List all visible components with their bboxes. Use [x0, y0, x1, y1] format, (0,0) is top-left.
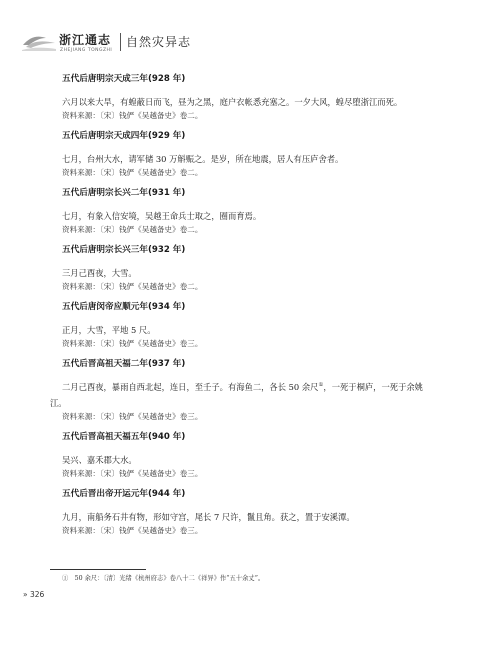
entry-heading: 五代后唐闵帝应顺元年(934 年) [62, 302, 186, 312]
entry-heading: 五代后唐明宗长兴三年(932 年) [62, 245, 186, 255]
entry-body [50, 379, 432, 411]
footnote: ① 50 余尺：〔清〕光绪《杭州府志》卷八十二《祥异》作“五十余丈”。 [62, 575, 265, 582]
entry-heading: 五代后唐明宗天成三年(928 年) [62, 74, 186, 84]
entry-heading: 五代后唐明宗长兴二年(931 年) [62, 188, 186, 198]
entry [62, 130, 432, 179]
entry-heading: 五代后晋高祖天福五年(940 年) [62, 432, 186, 442]
entry-source: 资料来源：〔宋〕钱俨《吴越备史》卷二。 [62, 168, 203, 177]
entry-body: 六月以来大旱，有蝗蔽日而飞，昼为之黑，庭户衣帐悉充塞之。一夕大风，蝗尽堕浙江而死。 [62, 97, 403, 107]
entry-body: 正月，大雪，平地 5 尺。 [62, 325, 156, 335]
entry-body: 七月，台州大水，请军储 30 万斛赈之。是岁，所在地震，居人有压庐舍者。 [62, 154, 344, 164]
entry-body-text: ，一死于桐庐，一死于余姚江。 [50, 382, 423, 408]
page-content [50, 73, 432, 545]
page-arrow-icon: » [23, 590, 28, 599]
entry-source: 资料来源：〔宋〕钱俨《吴越备史》卷二。 [62, 111, 203, 120]
entry-body: 九月，南船务石井有物，形如守宫，尾长 7 尺许，鬣且角。获之，置于安溪潭。 [62, 512, 355, 522]
entry [62, 301, 432, 350]
footnote-marker[interactable]: ① [318, 382, 324, 389]
book-title-pinyin: ZHEJIANG TONGZHI [60, 48, 113, 53]
entry-source: 资料来源：〔宋〕钱俨《吴越备史》卷二。 [62, 225, 203, 234]
entry [62, 73, 432, 122]
section-title: 自然灾异志 [126, 35, 192, 49]
header-divider [120, 33, 121, 51]
page-header [22, 26, 462, 66]
entry [62, 244, 432, 293]
entry-body-text: 二月己酉夜，暴雨自西北起，连日，至壬子。有海鱼二，各长 50 余尺 [62, 382, 319, 392]
entry-source: 资料来源：〔宋〕钱俨《吴越备史》卷三。 [62, 526, 203, 535]
entry-body: 三月己酉夜，大雪。 [62, 268, 137, 278]
entry-source: 资料来源：〔宋〕钱俨《吴越备史》卷三。 [62, 339, 203, 348]
entry-heading: 五代后晋高祖天福二年(937 年) [62, 359, 186, 369]
entry-source: 资料来源：〔宋〕钱俨《吴越备史》卷三。 [62, 412, 203, 421]
page-number [23, 590, 44, 599]
entry [50, 358, 432, 423]
book-title: 浙江通志 [59, 33, 112, 47]
entry-source: 资料来源：〔宋〕钱俨《吴越备史》卷三。 [62, 469, 203, 478]
entry-heading: 五代后唐明宗天成四年(929 年) [62, 131, 186, 141]
entry-body: 吴兴、嘉禾郡大水。 [62, 455, 137, 465]
page-number-value: 326 [29, 590, 45, 599]
footnote-divider [50, 569, 146, 570]
entry-heading: 五代后晋出帝开运元年(944 年) [62, 489, 186, 499]
entry [62, 431, 432, 480]
entry [62, 488, 432, 537]
entry-source: 资料来源：〔宋〕钱俨《吴越备史》卷二。 [62, 282, 203, 291]
entry-body: 七月，有象入信安境，吴越王命兵士取之，圈而育焉。 [62, 211, 262, 221]
wave-logo-icon [22, 30, 56, 52]
entry [62, 187, 432, 236]
